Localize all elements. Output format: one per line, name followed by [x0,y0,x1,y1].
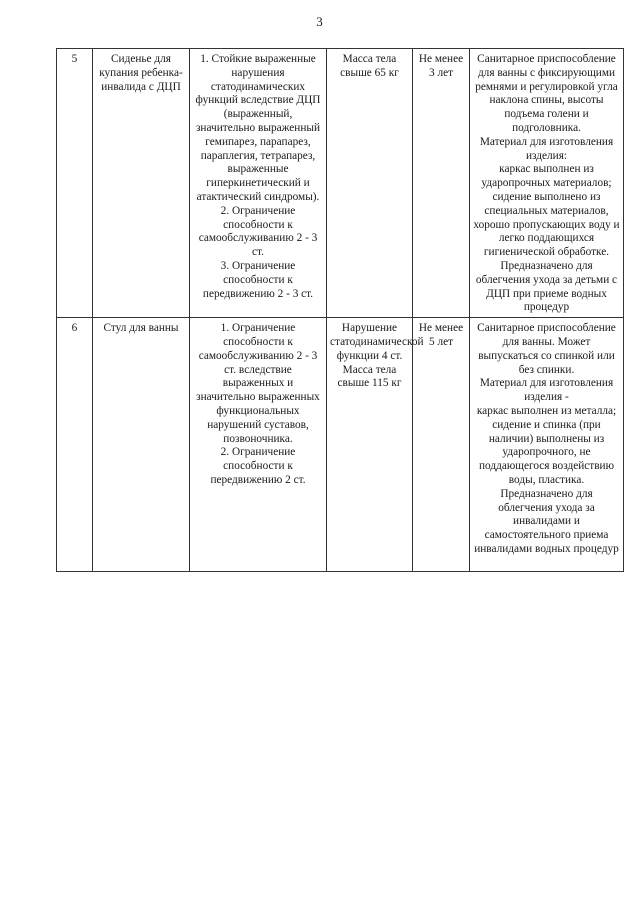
indication-item: 2. Ограничение способности к передвижению 2 ст. [210,446,306,486]
description-paragraph: Санитарное приспособление для ванны. Может выпускаться со спинкой или без спинки. [477,322,616,376]
description-paragraph: каркас выполнен из ударопрочных материалов; [481,163,612,190]
description-paragraph: каркас выполнен из металла; сидение и спинка (при наличии) выполнены из ударопрочного, не поддающегося воздействию воды, пластика. [476,404,617,486]
description-paragraph: Материал для изготовления изделия: [479,135,614,162]
row-number: 5 [57,49,93,318]
disability-indications [190,318,327,572]
body-parameters: Нарушение статодинамической функции 4 ст. Масса тела свыше 115 кг [327,318,413,572]
disability-indications [190,49,327,318]
product-name: Стул для ванны [93,318,190,572]
usage-term: Не менее 3 лет [413,49,470,318]
body-parameters: Масса тела свыше 65 кг [327,49,413,318]
product-name: Сиденье для купания ребенка-инвалида с ДЦП [93,49,190,318]
table-row [57,49,624,318]
description-paragraph: Санитарное приспособление для ванны с фиксирующими ремнями и регулировкой угла наклона спины, высоты подъема голени и подголовника. [475,53,618,134]
products-table [56,48,624,572]
page-number: 3 [316,14,323,29]
description-paragraph: Предназначено для облегчения ухода за детьми с ДЦП при приеме водных процедур [475,259,618,314]
description-paragraph: сидение выполнено из специальных материалов, хорошо пропускающих воду и легко поддающихся гигиенической обработке. [473,190,620,259]
indication-item: 1. Ограничение способности к самообслуживанию 2 - 3 ст. вследствие выраженных и значительно выраженных функциональных нарушений суставов, позвоночника. [196,322,320,445]
indication-item: 3. Ограничение способности к передвижению 2 - 3 ст. [202,259,314,300]
table-row [57,318,624,572]
indication-item: 1. Стойкие выраженные нарушения статодинамических функций вследствие ДЦП (выраженный, значительно выраженный гемипарез, парапарез, параплегия, тетрапарез, выраженные гиперкинетический и атактический синдромы). [195,53,321,203]
description-paragraph: Материал для изготовления изделия - [479,377,614,404]
usage-term: Не менее 5 лет [413,318,470,572]
row-number: 6 [57,318,93,572]
indication-item: 2. Ограничение способности к самообслуживанию 2 - 3 ст. [198,204,318,259]
product-description [470,318,624,572]
description-paragraph: Предназначено для облегчения ухода за инвалидами и самостоятельного приема инвалидами водных процедур [474,487,619,555]
product-description [470,49,624,318]
